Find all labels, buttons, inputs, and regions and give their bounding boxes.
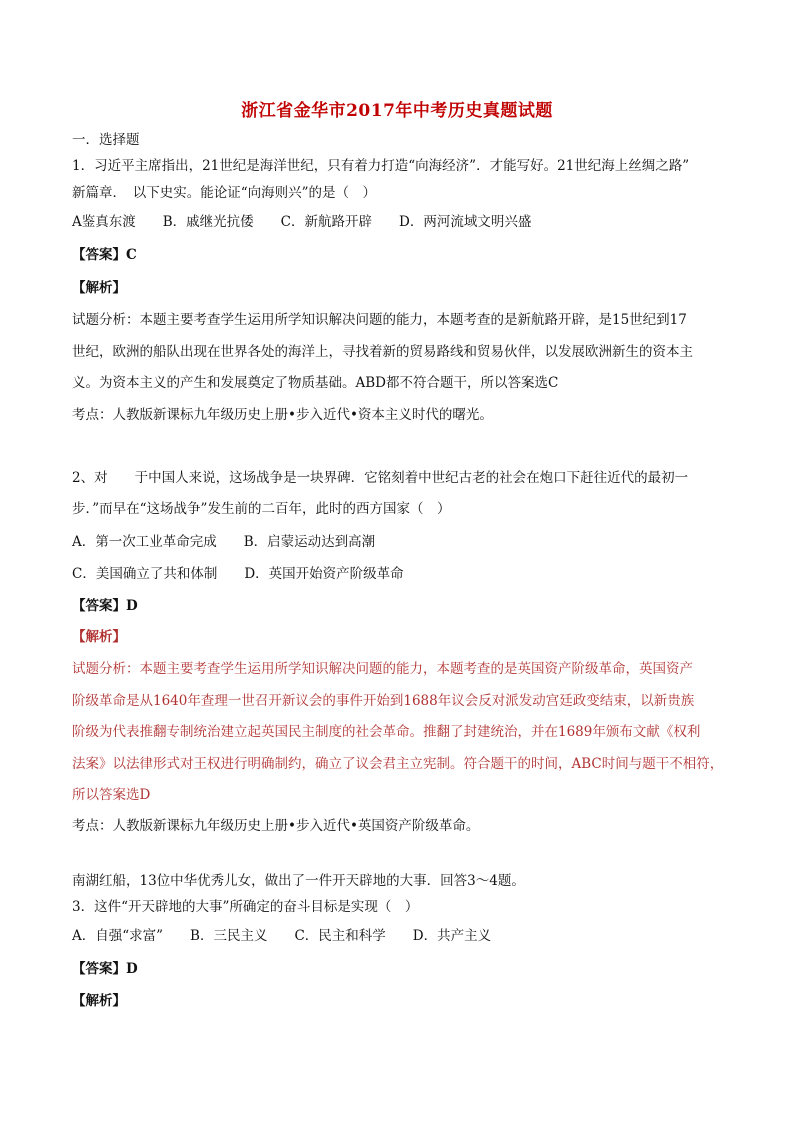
q2-analysis-label: 【解析】 (72, 629, 126, 645)
q3-options: A．自强“求富” B．三民主义 C．民主和科学 D．共产主义 (72, 928, 492, 944)
q2-answer: 【答案】D (72, 598, 138, 614)
q2-options-line2: C．美国确立了共和体制 D．英国开始资产阶级革命 (72, 566, 404, 582)
q2-analysis-line5: 所以答案选D (72, 787, 151, 803)
q3-text-line1: 3．这件“开天辟地的大事”所确定的奋斗目标是实现（ ） (72, 899, 419, 915)
q2-analysis-line4: 法案》以法律形式对王权进行明确制约，确立了议会君主立宪制。符合题干的时间，ABC时间与题干不相符， (72, 756, 724, 772)
q2-analysis-line2: 阶级革命是从1640年查理一世召开新议会的事件开始到1688年议会反对派发动宫廷政变结束，以新贵族 (72, 693, 695, 709)
q2-kaodian: 考点：人教版新课标九年级历史上册•步入近代•英国资产阶级革命。 (72, 818, 480, 834)
q3-answer: 【答案】D (72, 961, 138, 977)
q1-options: A鉴真东渡 B．戚继光抗倭 C．新航路开辟 D．两河流域文明兴盛 (72, 214, 532, 230)
q1-text-line1: 1．习近平主席指出，21世纪是海洋世纪，只有着力打造“向海经济”．才能写好。21世纪海上丝绸之路” (72, 158, 690, 174)
section-heading: 一．选择题 (72, 132, 140, 148)
q1-analysis-label: 【解析】 (72, 280, 126, 296)
q2-text-line2: 步．”而早在“这场战争”发生前的二百年，此时的西方国家（ ） (72, 501, 451, 517)
q1-analysis-line2: 世纪，欧洲的船队出现在世界各处的海洋上，寻找着新的贸易路线和贸易伙伴，以发展欧洲新生的资本主 (72, 344, 693, 360)
q2-analysis-line1: 试题分析：本题主要考查学生运用所学知识解决问题的能力，本题考查的是英国资产阶级革命，英国资产 (72, 661, 693, 677)
q1-analysis-line1: 试题分析：本题主要考查学生运用所学知识解决问题的能力，本题考查的是新航路开辟，是15世纪到17 (72, 312, 687, 328)
q2-options-line1: A．第一次工业革命完成 B．启蒙运动达到高潮 (72, 534, 376, 550)
q2-text-line1: 2、对 于中国人来说，这场战争是一块界碑．它铭刻着中世纪古老的社会在炮口下赶往近代的最初一 (72, 470, 689, 486)
q1-kaodian: 考点：人教版新课标九年级历史上册•步入近代•资本主义时代的曙光。 (72, 407, 493, 423)
q1-text-line2: 新篇章． 以下史实。能论证“向海则兴”的是（ ） (72, 185, 377, 201)
q3-analysis-label: 【解析】 (72, 993, 126, 1009)
q1-answer: 【答案】C (72, 247, 137, 263)
document-title: 浙江省金华市2017年中考历史真题试题 (241, 101, 553, 121)
q2-analysis-line3: 阶级为代表推翻专制统治建立起英国民主制度的社会革命。推翻了封建统治，并在1689年颁布文献《权利 (72, 724, 701, 740)
q3-intro: 南湖红船，13位中华优秀儿女，做出了一件开天辟地的大事．回答3～4题。 (72, 873, 525, 889)
q1-analysis-line3: 义。为资本主义的产生和发展奠定了物质基础。ABD都不符合题干，所以答案选C (72, 375, 559, 391)
